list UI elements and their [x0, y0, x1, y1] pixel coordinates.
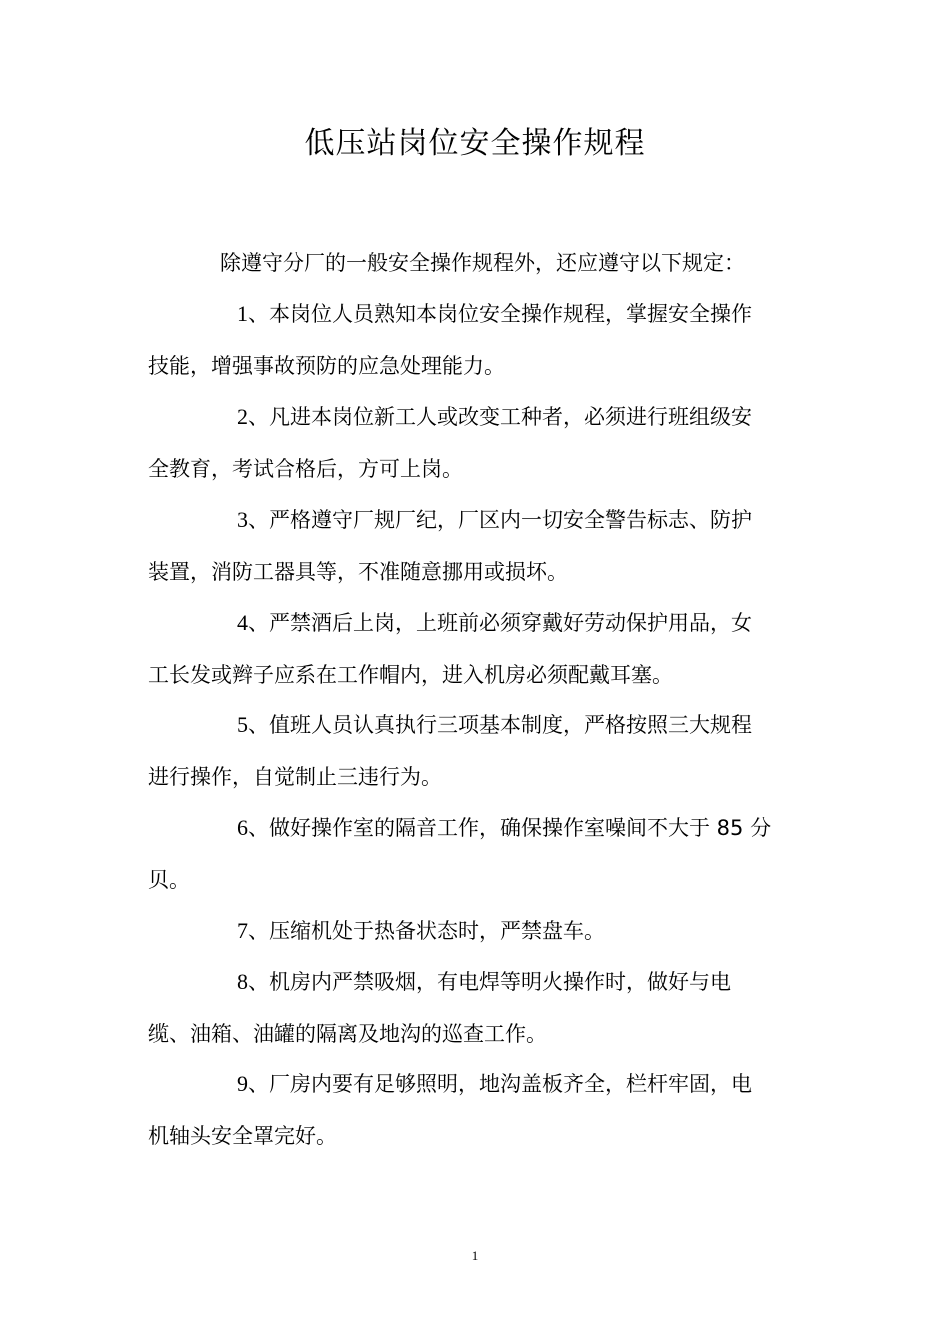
clause-2: 2、凡进本岗位新工人或改变工种者，必须进行班组级安 全教育，考试合格后，方可上岗。	[148, 391, 798, 495]
clause-text-line: 贝。	[148, 868, 190, 892]
clause-6: 6、做好操作室的隔音工作，确保操作室噪间不大于 85 分 贝。	[148, 802, 798, 906]
clause-number: 5	[237, 712, 248, 737]
page-number: 1	[471, 1248, 479, 1263]
clause-text-line: 装置，消防工器具等，不准随意挪用或损坏。	[148, 560, 568, 584]
clause-1: 1、本岗位人员熟知本岗位安全操作规程，掌握安全操作 技能，增强事故预防的应急处理能力。	[148, 288, 798, 392]
clause-4: 4、严禁酒后上岗，上班前必须穿戴好劳动保护用品，女 工长发或辫子应系在工作帽内，进入机房必须配戴耳塞。	[148, 597, 798, 701]
clause-text-line: 严禁酒后上岗，上班前必须穿戴好劳动保护用品，女	[269, 611, 752, 635]
clause-9: 9、厂房内要有足够照明，地沟盖板齐全，栏杆牢固，电 机轴头安全罩完好。	[148, 1058, 798, 1162]
clause-number: 2	[237, 404, 248, 429]
clause-text-line: 压缩机处于热备状态时，严禁盘车。	[269, 919, 605, 943]
clause-text-line: 厂房内要有足够照明，地沟盖板齐全，栏杆牢固，电	[269, 1072, 752, 1096]
clause-text-line: 进行操作，自觉制止三违行为。	[148, 765, 442, 789]
clause-number: 9	[237, 1071, 248, 1096]
clause-text-line: 凡进本岗位新工人或改变工种者，必须进行班组级安	[269, 405, 752, 429]
clause-number: 8	[237, 969, 248, 994]
clause-text-line: 技能，增强事故预防的应急处理能力。	[148, 354, 505, 378]
clause-number: 4	[237, 610, 248, 635]
clause-number: 3	[237, 507, 248, 532]
document-title: 低压站岗位安全操作规程	[304, 126, 646, 161]
clause-text-line: 严格遵守厂规厂纪，厂区内一切安全警告标志、防护	[269, 508, 752, 532]
clause-text-line: 工长发或辫子应系在工作帽内，进入机房必须配戴耳塞。	[148, 663, 673, 687]
clause-text-line: 机房内严禁吸烟，有电焊等明火操作时，做好与电	[269, 970, 731, 994]
clause-text-line: 全教育，考试合格后，方可上岗。	[148, 457, 463, 481]
clause-5: 5、值班人员认真执行三项基本制度，严格按照三大规程 进行操作，自觉制止三违行为。	[148, 699, 798, 803]
clause-text-line: 本岗位人员熟知本岗位安全操作规程，掌握安全操作	[269, 302, 752, 326]
clause-number: 1	[237, 301, 248, 326]
clause-3: 3、严格遵守厂规厂纪，厂区内一切安全警告标志、防护 装置，消防工器具等，不准随意挪用或损坏。	[148, 494, 798, 598]
clause-text-line: 缆、油箱、油罐的隔离及地沟的巡查工作。	[148, 1022, 547, 1046]
clause-number: 7	[237, 918, 248, 943]
clause-number: 6	[237, 815, 248, 840]
clause-text-line: 值班人员认真执行三项基本制度，严格按照三大规程	[269, 713, 752, 737]
intro-paragraph: 除遵守分厂的一般安全操作规程外，还应遵守以下规定：	[220, 251, 745, 275]
clause-text-line: 做好操作室的隔音工作，确保操作室噪间不大于 85 分	[269, 816, 772, 840]
clause-8: 8、机房内严禁吸烟，有电焊等明火操作时，做好与电 缆、油箱、油罐的隔离及地沟的巡查工作。	[148, 956, 798, 1060]
clause-text-line: 机轴头安全罩完好。	[148, 1124, 337, 1148]
clause-7: 7、压缩机处于热备状态时，严禁盘车。	[237, 918, 605, 943]
